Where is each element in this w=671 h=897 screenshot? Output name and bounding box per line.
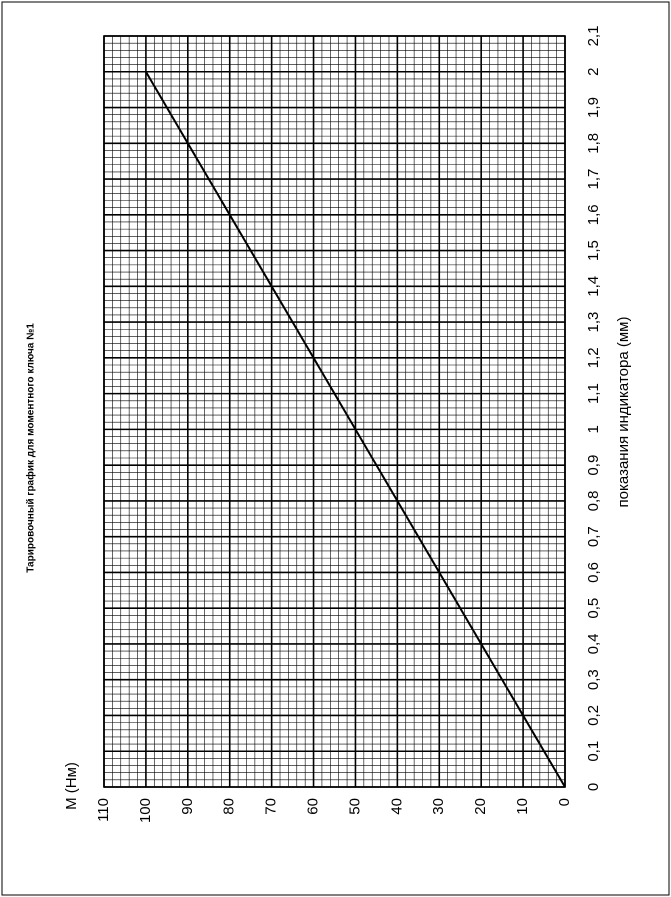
- y-tick-label: 40: [388, 798, 406, 815]
- x-tick-label: 1,9: [584, 97, 602, 118]
- x-tick-label: 2: [584, 67, 602, 76]
- y-tick-label: 10: [514, 798, 532, 815]
- y-tick-label: 90: [178, 798, 196, 815]
- y-tick-label: 20: [472, 798, 490, 815]
- plot-border: [104, 36, 565, 787]
- x-tick-label: 0,3: [584, 669, 602, 691]
- y-tick-label: 100: [136, 798, 154, 824]
- y-tick-label: 0: [555, 798, 573, 807]
- y-tick-label: 60: [304, 798, 322, 815]
- x-tick-label: 0,6: [584, 561, 602, 583]
- chart-title: Тарировочный график для моментного ключа №1: [25, 323, 37, 573]
- x-tick-label: 1,4: [584, 275, 602, 297]
- y-axis-title: М (Нм): [62, 762, 80, 810]
- y-tick-label: 30: [430, 798, 448, 815]
- grid: [104, 36, 565, 787]
- x-tick-label: 0,2: [584, 705, 602, 726]
- x-axis-title: показания индикатора (мм): [614, 316, 632, 508]
- y-tick-label: 50: [346, 798, 364, 815]
- x-tick-label: 0: [584, 782, 602, 792]
- x-tick-label: 1,8: [584, 132, 602, 154]
- y-tick-label: 80: [220, 798, 238, 815]
- x-tick-label: 0,7: [584, 526, 602, 548]
- x-tick-label: 0,5: [584, 597, 602, 619]
- x-tick-label: 1,6: [584, 204, 602, 226]
- x-tick-label: 0,9: [584, 454, 602, 476]
- x-tick-label: 1: [584, 425, 602, 434]
- x-tick-label: 1,7: [584, 168, 602, 190]
- y-tick-label: 70: [262, 798, 280, 815]
- x-tick-label: 2,1: [584, 25, 602, 47]
- x-tick-label: 1,5: [584, 240, 602, 262]
- x-tick-label: 0,8: [584, 490, 602, 512]
- x-tick-label: 1,2: [584, 347, 602, 369]
- x-tick-labels: [585, 26, 602, 792]
- y-tick-label: 110: [94, 798, 112, 822]
- y-tick-labels: [95, 798, 573, 823]
- x-tick-label: 0,4: [584, 633, 602, 655]
- x-tick-label: 0,1: [584, 740, 602, 762]
- x-tick-label: 1,3: [584, 311, 602, 333]
- x-tick-label: 1,1: [584, 383, 602, 405]
